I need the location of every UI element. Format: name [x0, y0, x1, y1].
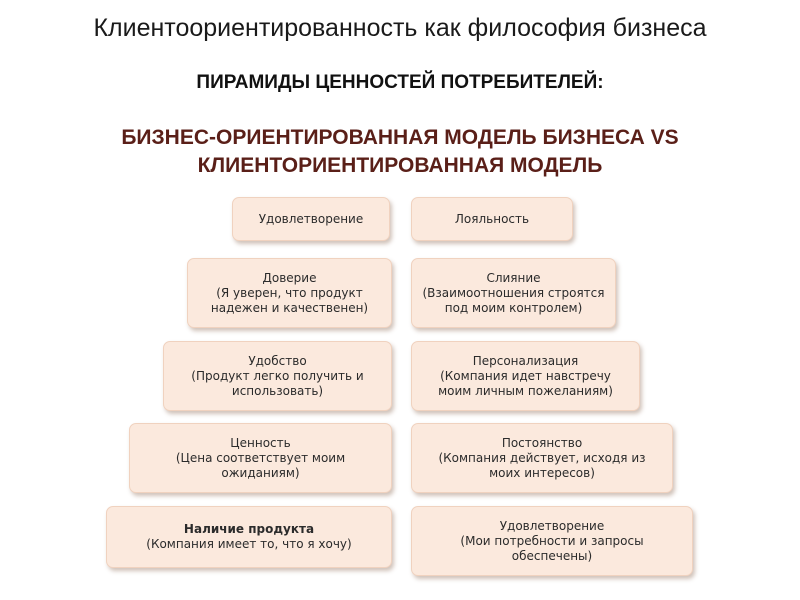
right-level-3-line-3: моим личным пожеланиям) [438, 383, 613, 398]
left-level-2-line-1: Доверие [262, 270, 317, 285]
right-level-5-line-1: Удовлетворение [499, 518, 605, 533]
heading-line-1: БИЗНЕС-ОРИЕНТИРОВАННАЯ МОДЕЛЬ БИЗНЕСА VS [121, 126, 679, 149]
left-level-5-line-2: (Компания имеет то, что я хочу) [146, 537, 352, 551]
right-level-2-line-3: под моим контролем) [444, 300, 583, 315]
right-level-3-line-2: (Компания идет навстречу [440, 368, 611, 383]
right-pyramid-level-1 [411, 197, 573, 241]
left-level-3-line-1: Удобство [248, 353, 307, 368]
right-pyramid-level-4 [411, 423, 673, 493]
left-level-3-line-2: (Продукт легко получить и [191, 368, 364, 383]
right-level-2-line-2: (Взаимоотношения строятся [422, 285, 605, 300]
right-level-5-line-3: обеспечены) [511, 548, 593, 563]
left-level-1-line-1: Удовлетворение [258, 211, 364, 226]
right-pyramid-level-3 [411, 341, 640, 411]
left-pyramid-level-5 [106, 506, 392, 568]
right-level-3-line-1: Персонализация [472, 353, 579, 368]
right-pyramid-level-5 [411, 506, 693, 576]
left-pyramid-level-3 [163, 341, 392, 411]
left-level-5-line-1: Наличие продукта [183, 522, 315, 536]
left-pyramid-level-4 [129, 423, 392, 493]
slide-subtitle: ПИРАМИДЫ ЦЕННОСТЕЙ ПОТРЕБИТЕЛЕЙ: [196, 72, 604, 93]
left-level-4-line-3: ожиданиям) [221, 465, 300, 480]
left-level-2-line-3: надежен и качественен) [210, 300, 369, 315]
right-level-1-line-1: Лояльность [454, 211, 530, 226]
right-level-5-line-2: (Мои потребности и запросы [460, 533, 644, 548]
slide-heading [0, 124, 800, 180]
heading-line-2: КЛИЕНТОРИЕНТИРОВАННАЯ МОДЕЛЬ [197, 154, 603, 177]
left-pyramid-level-1 [232, 197, 390, 241]
left-level-3-line-3: использовать) [231, 383, 324, 398]
left-level-4-line-2: (Цена соответствует моим [175, 450, 346, 465]
right-level-4-line-2: (Компания действует, исходя из [438, 450, 646, 465]
right-level-2-line-1: Слияние [486, 270, 541, 285]
slide-title: Клиентоориентированность как философия бизнеса [93, 14, 707, 42]
right-pyramid-level-2 [411, 258, 616, 328]
right-level-4-line-1: Постоянство [501, 435, 583, 450]
left-pyramid-level-2 [187, 258, 392, 328]
right-level-4-line-3: моих интересов) [489, 465, 595, 480]
left-level-2-line-2: (Я уверен, что продукт [216, 285, 363, 300]
left-level-4-line-1: Ценность [230, 435, 291, 450]
